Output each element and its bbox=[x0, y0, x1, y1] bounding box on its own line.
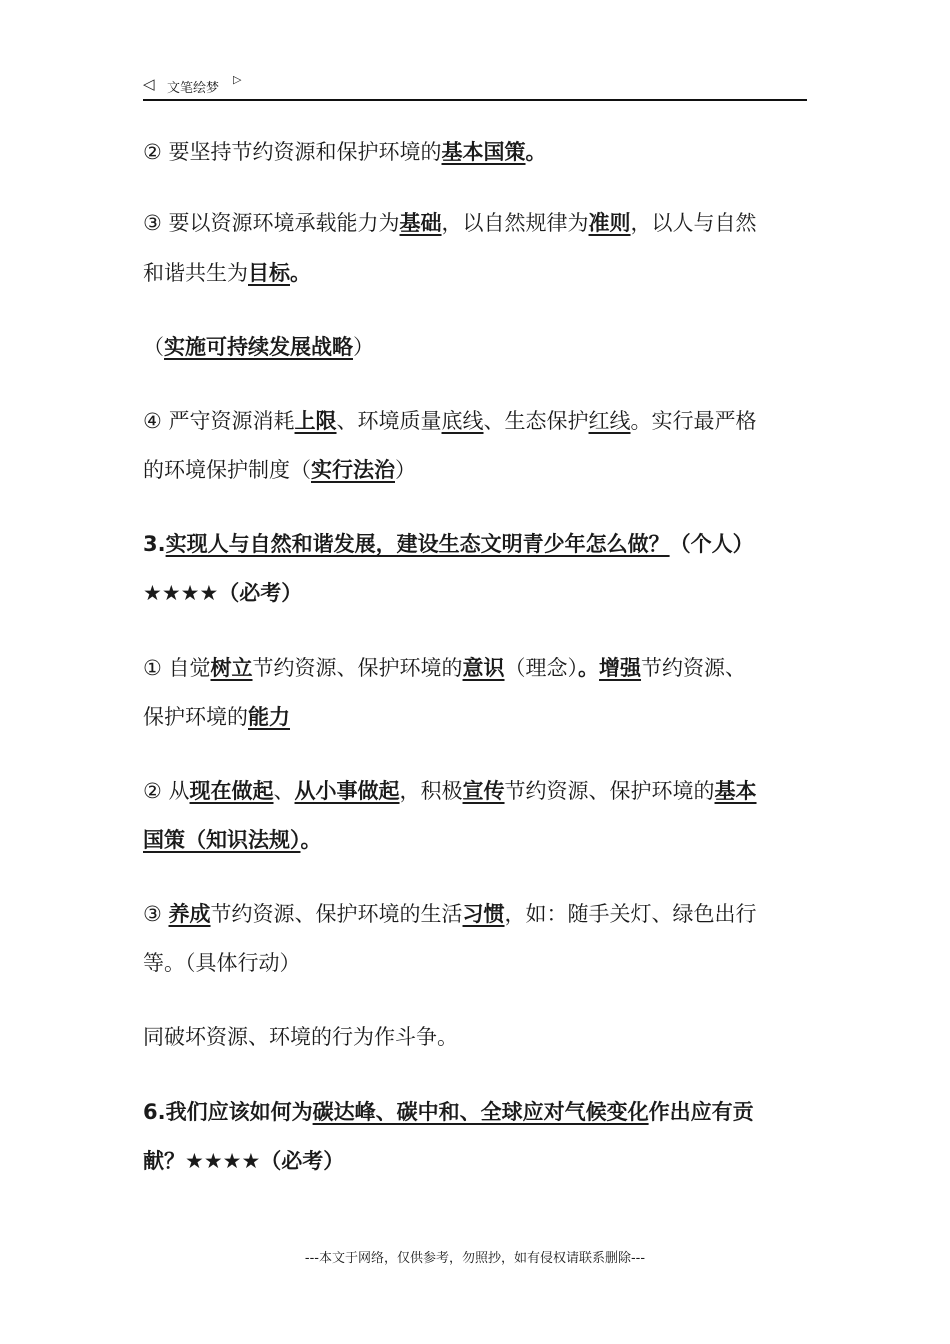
text-line bbox=[143, 258, 813, 288]
key-term: 红线 bbox=[588, 409, 631, 433]
page-header bbox=[143, 73, 807, 101]
text-segment: 节约资源、保护环境的生活 bbox=[210, 902, 463, 926]
text-segment: 保护环境的 bbox=[143, 705, 248, 729]
question-heading bbox=[143, 1146, 813, 1176]
text-segment: 、 bbox=[273, 779, 295, 803]
key-term: 宣传 bbox=[462, 779, 505, 803]
text-segment: ② 从 bbox=[143, 779, 190, 803]
key-term: 养成 bbox=[168, 902, 211, 926]
key-term: 国策（知识法规） bbox=[143, 828, 301, 852]
text-line bbox=[143, 332, 813, 362]
key-term: 能力 bbox=[248, 705, 290, 729]
text-segment: ） bbox=[395, 458, 416, 482]
question-heading bbox=[143, 529, 813, 559]
text-segment: ③ bbox=[143, 902, 169, 926]
text-line bbox=[143, 406, 813, 436]
key-term: 基础 bbox=[399, 211, 442, 235]
text-segment: 作出应有贡 bbox=[648, 1100, 754, 1124]
text-segment: ，积极 bbox=[399, 779, 463, 803]
text-segment: ，以自然规律为 bbox=[441, 211, 589, 235]
text-segment: ④ 严守资源消耗 bbox=[143, 409, 295, 433]
key-term: 实现人与自然和谐发展，建设生态文明青少年怎么做？ bbox=[165, 532, 670, 556]
key-term: 增强 bbox=[599, 656, 642, 680]
text-line bbox=[143, 208, 813, 238]
text-segment: ） bbox=[353, 335, 374, 359]
text-segment: 、环境质量 bbox=[336, 409, 442, 433]
text-segment: （个人） bbox=[669, 532, 754, 556]
text-segment: ，如：随手关灯、绿色出行 bbox=[504, 902, 757, 926]
text-line bbox=[143, 948, 813, 978]
right-triangle-icon: ▷ bbox=[233, 73, 242, 86]
text-segment: （ bbox=[143, 335, 164, 359]
left-triangle-icon: ◁ bbox=[143, 75, 155, 93]
text-segment: ① 自觉 bbox=[143, 656, 211, 680]
text-segment: 6.我们应该如何为 bbox=[143, 1100, 313, 1124]
text-line bbox=[143, 455, 813, 485]
text-segment: 。 bbox=[290, 261, 311, 285]
footer-note: ---本文于网络，仅供参考，勿照抄，如有侵权请联系删除--- bbox=[304, 1251, 646, 1266]
key-term: 现在做起 bbox=[189, 779, 274, 803]
key-term: 基本 bbox=[714, 779, 757, 803]
key-term: 底线 bbox=[441, 409, 484, 433]
text-segment: （理念） bbox=[504, 656, 579, 680]
text-segment: 和谐共生为 bbox=[143, 261, 248, 285]
text-segment: 献？★★★★（必考） bbox=[143, 1149, 345, 1173]
text-segment: 等。（具体行动） bbox=[143, 951, 301, 975]
text-segment: ② 要坚持节约资源和保护环境的 bbox=[143, 140, 442, 164]
text-line bbox=[143, 825, 813, 855]
text-segment: 3. bbox=[143, 532, 166, 556]
text-line bbox=[143, 899, 813, 929]
key-term: 从小事做起 bbox=[294, 779, 400, 803]
text-segment: ③ 要以资源环境承载能力为 bbox=[143, 211, 400, 235]
text-segment: 的环境保护制度（ bbox=[143, 458, 311, 482]
key-term: 上限 bbox=[294, 409, 337, 433]
question-heading bbox=[143, 578, 813, 608]
key-term: 碳达峰、碳中和、全球应对气候变化 bbox=[312, 1100, 649, 1124]
text-segment: 节约资源、 bbox=[641, 656, 747, 680]
text-segment: 、生态保护 bbox=[483, 409, 589, 433]
text-segment: 。 bbox=[578, 656, 600, 680]
header-title: 文笔绘梦 bbox=[167, 81, 220, 96]
text-line bbox=[143, 653, 813, 683]
key-term: 习惯 bbox=[462, 902, 505, 926]
text-line bbox=[143, 1022, 813, 1052]
text-segment: ★★★★（必考） bbox=[143, 581, 303, 605]
text-segment: 。实行最严格 bbox=[630, 409, 757, 433]
text-line bbox=[143, 776, 813, 806]
text-segment: 。 bbox=[300, 828, 322, 852]
text-segment: 同破坏资源、环境的行为作斗争。 bbox=[143, 1025, 458, 1049]
question-heading bbox=[143, 1097, 813, 1127]
text-line bbox=[143, 702, 813, 732]
text-segment: 。 bbox=[525, 140, 547, 164]
key-term: 准则 bbox=[588, 211, 631, 235]
text-segment: 节约资源、保护环境的 bbox=[252, 656, 463, 680]
key-term: 基本国策 bbox=[441, 140, 526, 164]
text-segment: ，以人与自然 bbox=[630, 211, 757, 235]
key-term: 目标 bbox=[248, 261, 290, 285]
key-term: 实行法治 bbox=[311, 458, 395, 482]
key-term: 实施可持续发展战略 bbox=[164, 335, 353, 359]
key-term: 意识 bbox=[462, 656, 505, 680]
key-term: 树立 bbox=[210, 656, 253, 680]
text-segment: 节约资源、保护环境的 bbox=[504, 779, 715, 803]
text-line bbox=[143, 137, 813, 167]
